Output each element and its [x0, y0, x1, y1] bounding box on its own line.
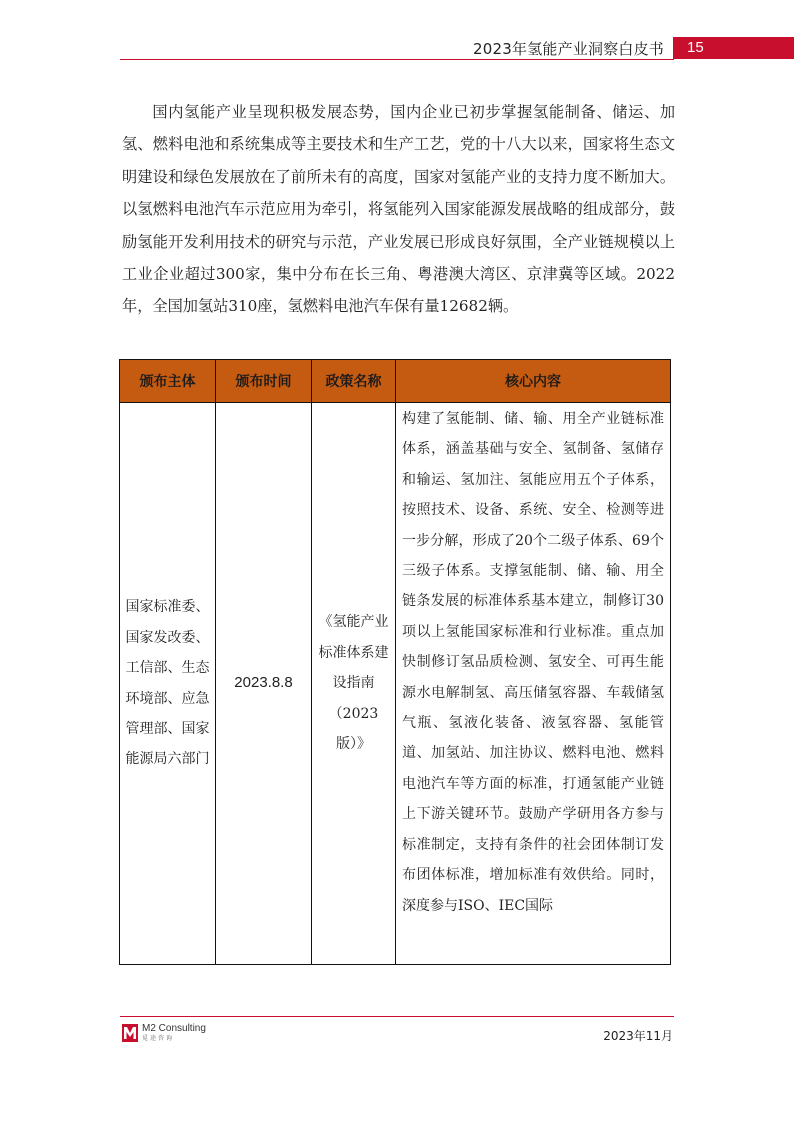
table-row — [120, 403, 671, 965]
footer-divider — [120, 1016, 674, 1017]
policy-table-header — [120, 360, 671, 403]
header-divider — [120, 59, 674, 60]
header-core-content: 核心内容 — [396, 360, 671, 403]
cell-core-content: 构建了氢能制、储、输、用全产业链标准体系，涵盖基础与安全、氢制备、氢储存和输运、氢加注、氢能应用五个子体系，按照技术、设备、系统、安全、检测等进一步分解，形成了20个二级子体系、69个三级子体系。支撑氢能制、储、输、用全链条发展的标准体系基本建立，制修订30项以上氢能国家标准和行业标准。重点加快制修订氢品质检测、氢安全、可再生能源水电解制氢、高压储氢容器、车载储氢气瓶、氢液化装备、液氢容器、氢能管道、加氢站、加注协议、燃料电池、燃料电池汽车等方面的标准，打通氢能产业链上下游关键环节。鼓励产学研用各方参与标准制定，支持有条件的社会团体制订发布团体标准，增加标准有效供给。同时，深度参与ISO、IEC国际 — [396, 403, 671, 965]
header-issuer: 颁布主体 — [120, 360, 216, 403]
logo-name: M2 Consulting — [142, 1023, 206, 1034]
intro-paragraph: 国内氢能产业呈现积极发展态势，国内企业已初步掌握氢能制备、储运、加氢、燃料电池和系统集成等主要技术和生产工艺，党的十八大以来，国家将生态文明建设和绿色发展放在了前所未有的高度，国家对氢能产业的支持力度不断加大。以氢燃料电池汽车示范应用为牵引，将氢能列入国家能源发展战略的组成部分，鼓励氢能开发利用技术的研究与示范，产业发展已形成良好氛围，全产业链规模以上工业企业超过300家，集中分布在长三角、粤港澳大湾区、京津冀等区域。2022年，全国加氢站310座，氢燃料电池汽车保有量12682辆。 — [122, 103, 675, 316]
header-date: 颁布时间 — [216, 360, 312, 403]
footer-date: 2023年11月 — [603, 1029, 673, 1043]
document-title: 2023年氢能产业洞察白皮书 — [473, 40, 664, 58]
m2-logo-icon — [122, 1024, 138, 1042]
header-policy-name: 政策名称 — [312, 360, 396, 403]
company-logo — [122, 1024, 206, 1042]
cell-date: 2023.8.8 — [216, 403, 312, 965]
logo-subtitle: 觅途咨询 — [142, 1035, 175, 1042]
page-number-badge: 15 — [673, 37, 794, 59]
cell-issuer: 国家标准委、国家发改委、工信部、生态环境部、应急管理部、国家能源局六部门 — [120, 403, 216, 965]
policy-table — [119, 359, 671, 965]
cell-policy-name: 《氢能产业标准体系建设指南（2023版）》 — [312, 403, 396, 965]
table-header-row — [120, 360, 671, 403]
